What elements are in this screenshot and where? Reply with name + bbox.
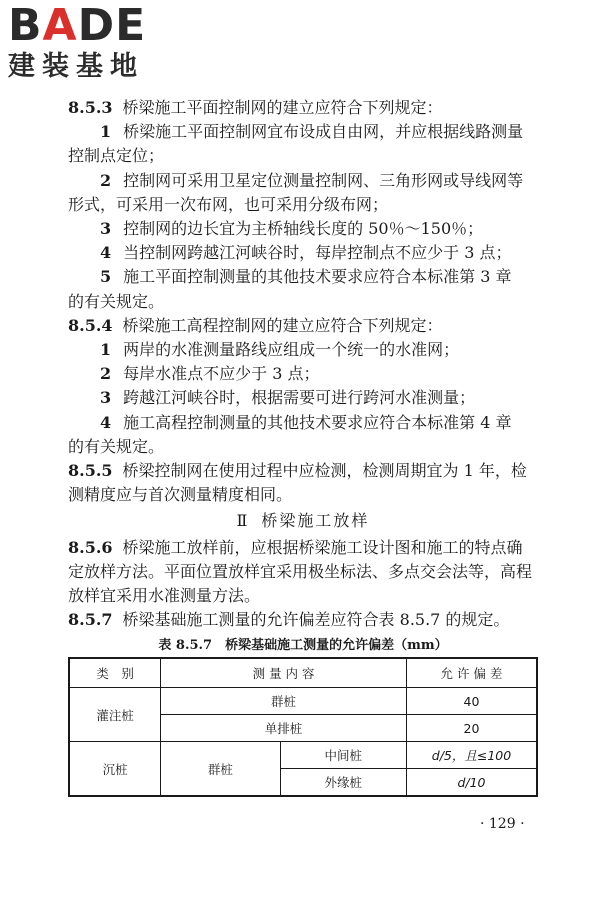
value-outer-pile: d/10	[406, 769, 537, 797]
list-item: 4 当控制网跨越江河峡谷时，每岸控制点不应少于 3 点；	[100, 243, 512, 263]
table-row	[69, 742, 537, 769]
content-group-pile: 群桩	[161, 688, 407, 715]
document-body	[68, 96, 538, 797]
clause-text: 桥梁控制网在使用过程中应检测，检测周期宜为 1 年，检	[122, 461, 527, 481]
clause-number: 8.5.6	[68, 537, 113, 557]
clause-number: 8.5.5	[68, 461, 113, 481]
list-item: 4 施工高程控制测量的其他技术要求应符合本标准第 4 章	[100, 412, 512, 432]
list-item: 3 控制网的边长宜为主桥轴线长度的 50％～150％；	[100, 219, 484, 239]
subsection-numeral: Ⅱ	[236, 511, 250, 531]
clause-text: 桥梁施工平面控制网的建立应符合下列规定：	[122, 98, 443, 117]
list-item: 1 桥梁施工平面控制网宜布设成自由网，并应根据线路测量	[100, 122, 524, 142]
subsection-title	[68, 509, 538, 533]
deviation-table	[68, 657, 538, 797]
content-middle-pile: 中间桩	[280, 742, 406, 769]
clause-continuation: 测精度应与首次测量精度相同。	[68, 485, 293, 505]
clause-text: 桥梁基础施工测量的允许偏差应符合表 8.5.7 的规定。	[122, 610, 510, 630]
content-single-row-pile: 单排桩	[161, 715, 407, 742]
list-item: 1 两岸的水准测量路线应组成一个统一的水准网；	[100, 340, 460, 360]
clause-number: 8.5.3	[68, 98, 113, 117]
list-item: 2 控制网可采用卫星定位测量控制网、三角形网或导线网等	[100, 170, 524, 190]
value-middle-pile: d/5，且≤100	[406, 742, 537, 769]
content-sunk-group: 群桩	[161, 742, 280, 797]
clause-continuation: 定放样方法。平面位置放样宜采用极坐标法、多点交会法等，高程	[68, 561, 533, 581]
clause-heading	[68, 608, 538, 632]
list-item-continuation: 形式，可采用一次布网，也可采用分级布网；	[68, 194, 389, 214]
list-item: 3 跨越江河峡谷时，根据需要可进行跨河水准测量；	[100, 388, 476, 408]
logo-wordmark: BADE	[8, 0, 147, 51]
clause-heading	[68, 314, 538, 338]
clause-heading	[68, 536, 538, 560]
logo-subtitle: 建装基地	[8, 51, 144, 82]
clause-number: 8.5.4	[68, 315, 113, 335]
list-item-continuation: 的有关规定。	[68, 291, 165, 311]
clause-number: 8.5.7	[68, 610, 113, 630]
clause-text: 桥梁施工高程控制网的建立应符合下列规定：	[122, 315, 443, 335]
clause-continuation: 放样宜采用水准测量方法。	[68, 586, 261, 606]
page-number: · 129 ·	[480, 816, 525, 832]
header-category: 类 别	[69, 658, 161, 688]
list-item-continuation: 控制点定位；	[68, 146, 165, 166]
header-content: 测 量 内 容	[161, 658, 407, 688]
table-header-row	[69, 658, 537, 688]
list-item: 2 每岸水准点不应少于 3 点；	[100, 364, 320, 384]
category-sunk-pile: 沉桩	[69, 742, 161, 797]
subsection-label: 桥梁施工放样	[261, 511, 370, 531]
brand-logo	[8, 2, 178, 84]
table-caption: 表 8.5.7 桥梁基础施工测量的允许偏差（mm）	[158, 638, 448, 654]
list-item-continuation: 的有关规定。	[68, 436, 165, 456]
value-group-pile: 40	[406, 688, 537, 715]
value-single-row-pile: 20	[406, 715, 537, 742]
clause-heading	[68, 96, 538, 120]
content-outer-pile: 外缘桩	[280, 769, 406, 797]
list-item: 5 施工平面控制测量的其他技术要求应符合本标准第 3 章	[100, 267, 512, 287]
table-row	[69, 688, 537, 715]
clause-text: 桥梁施工放样前，应根据桥梁施工设计图和施工的特点确	[122, 537, 523, 557]
header-deviation: 允 许 偏 差	[406, 658, 537, 688]
clause-heading	[68, 459, 538, 483]
category-cast-pile: 灌注桩	[69, 688, 161, 742]
